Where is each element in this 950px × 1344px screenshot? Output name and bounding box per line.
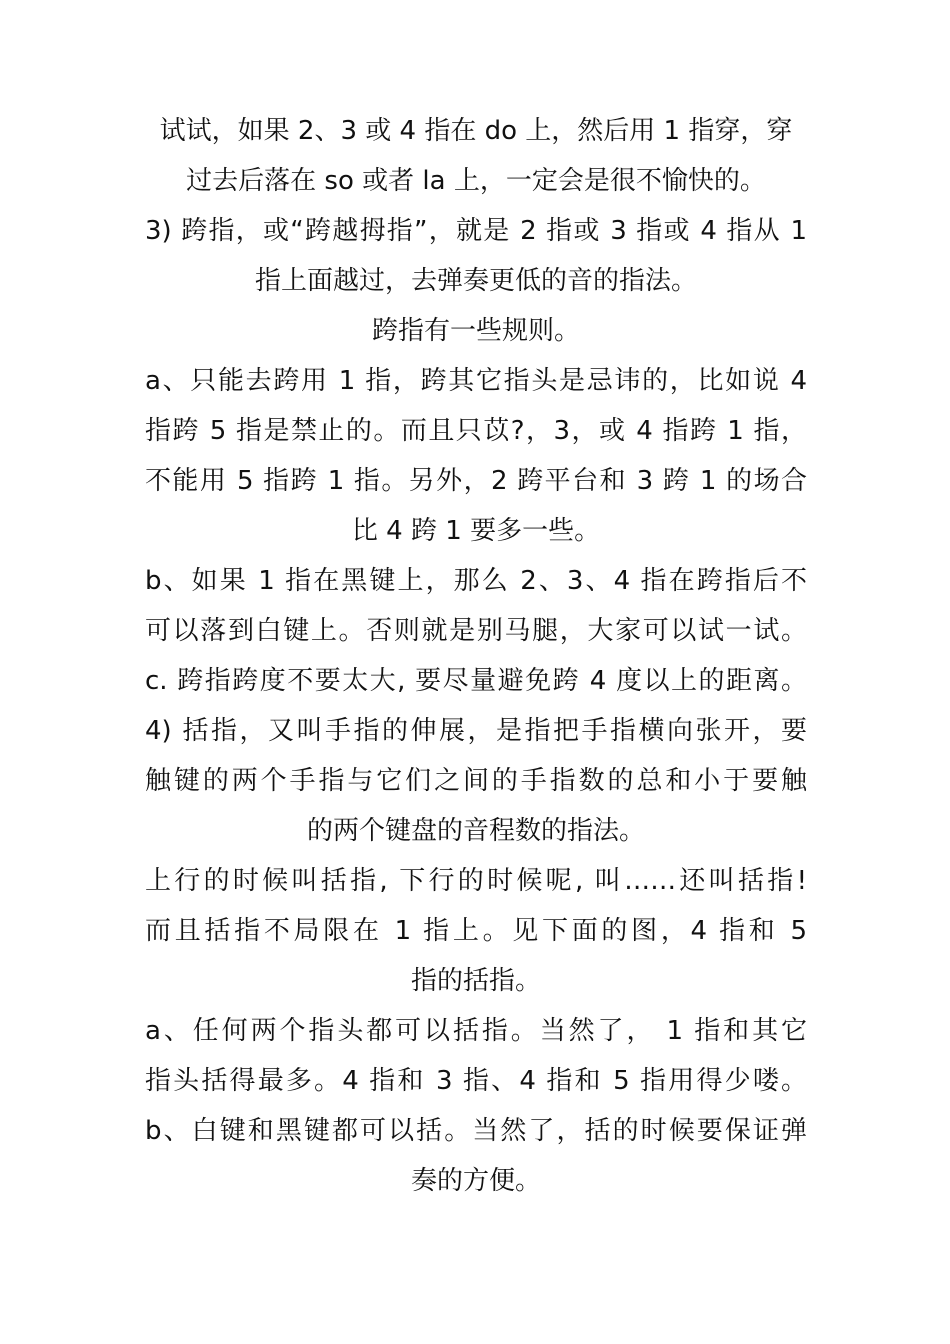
text-line: 3) 跨指，或“跨越拇指”，就是 2 指或 3 指或 4 指从 1 bbox=[145, 216, 807, 246]
text-line: a、只能去跨用 1 指，跨其它指头是忌讳的，比如说 4 bbox=[145, 366, 807, 396]
text-line: 试试，如果 2、3 或 4 指在 do 上，然后用 1 指穿，穿 bbox=[159, 116, 793, 146]
text-line: 过去后落在 so 或者 la 上，一定会是很不愉快的。 bbox=[186, 166, 766, 196]
text-line: 指跨 5 指是禁止的。而且只苡?，3，或 4 指跨 1 指， bbox=[145, 416, 807, 446]
text-line: 触键的两个手指与它们之间的手指数的总和小于要触 bbox=[145, 766, 807, 796]
text-line: 可以落到白键上。否则就是别马腿，大家可以试一试。 bbox=[145, 616, 807, 646]
text-line: c. 跨指跨度不要太大, 要尽量避免跨 4 度以上的距离。 bbox=[145, 666, 807, 696]
text-line: 指上面越过，去弹奏更低的音的指法。 bbox=[254, 266, 697, 296]
text-line: 指头括得最多。4 指和 3 指、4 指和 5 指用得少喽。 bbox=[145, 1066, 807, 1096]
text-line: 而且括指不局限在 1 指上。见下面的图，4 指和 5 bbox=[145, 916, 807, 946]
text-line: 奏的方便。 bbox=[410, 1166, 541, 1196]
text-line: 跨指有一些规则。 bbox=[371, 316, 580, 346]
text-line: 4) 括指，又叫手指的伸展，是指把手指横向张开，要 bbox=[145, 716, 807, 746]
text-line: 指的括指。 bbox=[410, 966, 541, 996]
text-line: b、白键和黑键都可以括。当然了，括的时候要保证弹 bbox=[145, 1116, 807, 1146]
document-body bbox=[145, 106, 807, 1206]
text-line: 比 4 跨 1 要多一些。 bbox=[351, 516, 601, 546]
text-line: b、如果 1 指在黑键上，那么 2、3、4 指在跨指后不 bbox=[145, 566, 807, 596]
text-line: a、任何两个指头都可以括指。当然了， 1 指和其它 bbox=[145, 1016, 807, 1046]
text-line: 不能用 5 指跨 1 指。另外，2 跨平台和 3 跨 1 的场合 bbox=[145, 466, 807, 496]
text-line: 上行的时候叫括指, 下行的时候呢, 叫……还叫括指! bbox=[145, 866, 807, 896]
text-line: 的两个键盘的音程数的指法。 bbox=[306, 816, 645, 846]
